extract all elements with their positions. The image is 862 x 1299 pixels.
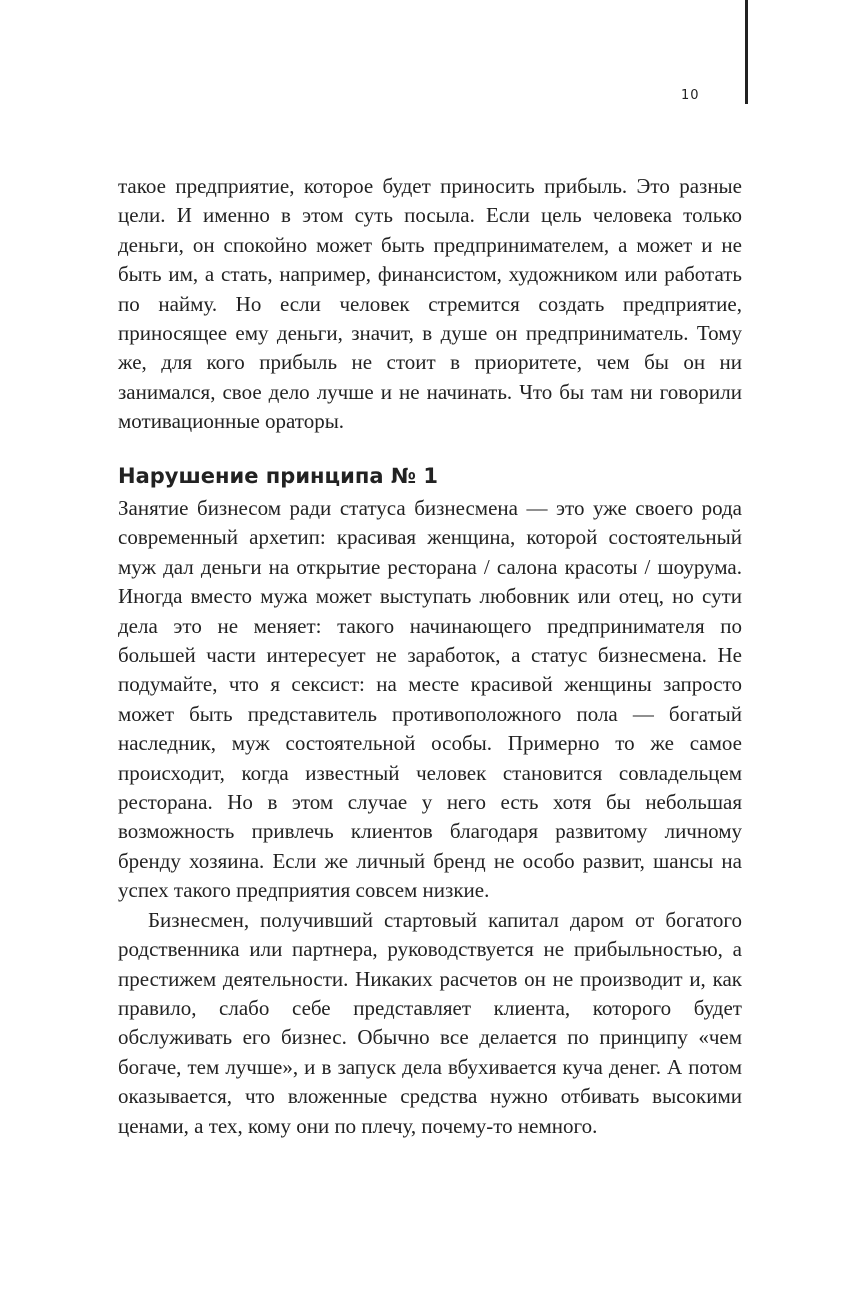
page-edge-rule [745,0,748,104]
intro-text [118,172,742,437]
section-heading: Нарушение принципа № 1 [118,464,439,488]
section-paragraph-2: Бизнесмен, получивший стартовый капитал даром от богатого родственника или партнера, руководствуется не прибыльностью, а престижем деятельности. Никаких расчетов он не производит и, как правило, слабо себе представляет клиента, которого будет обслуживать его бизнес. Обычно все делается по принципу «чем богаче, тем лучше», и в запуск дела вбухивается куча денег. А потом оказывается, что вложенные средства нужно отбивать высокими ценами, а тех, кому они по плечу, почему-то немного. [118,907,742,1138]
page-number: 10 [681,88,700,103]
intro-paragraph: такое предприятие, которое будет приносить прибыль. Это разные цели. И именно в этом суть посыла. Если цель человека только деньги, он спокойно может быть предпринимателем, а может и не быть им, а стать, например, финансистом, художником или работать по найму. Но если человек стремится создать предприятие, приносящее ему деньги, значит, в душе он предприниматель. Тому же, для кого прибыль не стоит в приоритете, чем бы он ни занимался, свое дело лучше и не начинать. Что бы там ни говорили мотивационные ораторы. [118,174,742,434]
section-body [118,494,742,1141]
section-paragraph-1: Занятие бизнесом ради статуса бизнесмена — это уже своего рода современный архетип: красивая женщина, которой состоятельный муж дал деньги на открытие ресторана / салона красоты / шоурума. Иногда вместо мужа может выступать любовник или отец, но сути дела это не меняет: такого начинающего предпринимателя по большей части интересует не заработок, а статус бизнесмена. Не подумайте, что я сексист: на месте красивой женщины запросто может быть представитель противоположного пола — богатый наследник, муж состоятельной особы. Примерно то же самое происходит, когда известный человек становится совладельцем ресторана. Но в этом случае у него есть хотя бы небольшая возможность привлечь клиентов благодаря развитому личному бренду хозяина. Если же личный бренд не особо развит, шансы на успех такого предприятия совсем низкие. [118,496,742,903]
